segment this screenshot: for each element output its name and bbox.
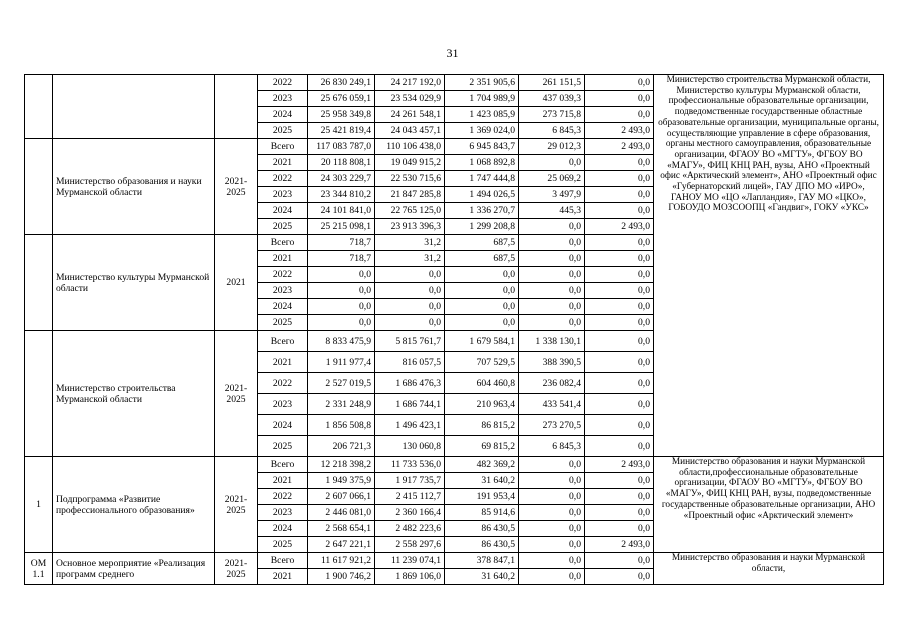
cell-c2: 1 068 892,8 (445, 155, 519, 171)
cell-c4: 0,0 (585, 267, 654, 283)
cell-total: 1 900 746,2 (308, 569, 375, 585)
cell-c2: 1 747 444,8 (445, 171, 519, 187)
cell-c4: 0,0 (585, 473, 654, 489)
cell-c3: 0,0 (519, 315, 585, 331)
row-period: 2021 (215, 235, 258, 331)
cell-c2: 210 963,4 (445, 394, 519, 415)
cell-year: 2023 (258, 505, 308, 521)
row-period: 2021-2025 (215, 139, 258, 235)
cell-c2: 1 679 584,1 (445, 331, 519, 352)
cell-year: Всего (258, 553, 308, 569)
row-name: Министерство образования и науки Мурманской области (53, 139, 215, 235)
cell-year: 2023 (258, 91, 308, 107)
cell-total: 25 215 098,1 (308, 219, 375, 235)
cell-c3: 433 541,4 (519, 394, 585, 415)
cell-year: 2022 (258, 267, 308, 283)
cell-c1: 816 057,5 (375, 352, 445, 373)
row-code (25, 235, 53, 331)
cell-c1: 11 733 536,0 (375, 457, 445, 473)
cell-total: 2 607 066,1 (308, 489, 375, 505)
table-row (25, 457, 884, 473)
cell-c4: 0,0 (585, 415, 654, 436)
cell-c3: 0,0 (519, 251, 585, 267)
cell-c4: 0,0 (585, 107, 654, 123)
row-name: Министерство строительства Мурманской области (53, 331, 215, 457)
row-period (215, 75, 258, 139)
cell-c1: 24 261 548,1 (375, 107, 445, 123)
cell-c2: 0,0 (445, 315, 519, 331)
row-code (25, 139, 53, 235)
cell-c1: 0,0 (375, 283, 445, 299)
cell-c3: 6 845,3 (519, 123, 585, 139)
cell-c4: 0,0 (585, 187, 654, 203)
cell-year: 2022 (258, 171, 308, 187)
cell-total: 0,0 (308, 267, 375, 283)
cell-total: 12 218 398,2 (308, 457, 375, 473)
responsible-executors: Министерство образования и науки Мурманской области,профессиональные образовательные организации, ФГАОУ ВО «МГТУ», ФГБОУ ВО «МАГУ», ФИЦ КНЦ РАН, вузы, подведомственные государственные образовательные организации, АНО «Проектный офис «Арктический элемент» (654, 457, 884, 553)
cell-c1: 0,0 (375, 267, 445, 283)
cell-c3: 3 497,9 (519, 187, 585, 203)
cell-c4: 0,0 (585, 553, 654, 569)
cell-year: 2024 (258, 107, 308, 123)
cell-c4: 0,0 (585, 569, 654, 585)
cell-year: 2021 (258, 352, 308, 373)
cell-c4: 0,0 (585, 155, 654, 171)
row-code: 1 (25, 457, 53, 553)
cell-c1: 11 239 074,1 (375, 553, 445, 569)
cell-c3: 0,0 (519, 569, 585, 585)
cell-c3: 445,3 (519, 203, 585, 219)
cell-c3: 0,0 (519, 521, 585, 537)
cell-c1: 110 106 438,0 (375, 139, 445, 155)
cell-c1: 130 060,8 (375, 436, 445, 457)
cell-c1: 22 530 715,6 (375, 171, 445, 187)
table-row (25, 553, 884, 569)
cell-c3: 0,0 (519, 537, 585, 553)
cell-c4: 0,0 (585, 505, 654, 521)
cell-c1: 0,0 (375, 315, 445, 331)
cell-c4: 0,0 (585, 171, 654, 187)
cell-c2: 378 847,1 (445, 553, 519, 569)
cell-total: 206 721,3 (308, 436, 375, 457)
cell-c3: 437 039,3 (519, 91, 585, 107)
row-code (25, 75, 53, 139)
cell-c1: 2 558 297,6 (375, 537, 445, 553)
cell-c3: 0,0 (519, 553, 585, 569)
cell-year: 2022 (258, 489, 308, 505)
cell-c4: 2 493,0 (585, 139, 654, 155)
cell-c4: 0,0 (585, 394, 654, 415)
cell-c2: 1 494 026,5 (445, 187, 519, 203)
cell-c1: 19 049 915,2 (375, 155, 445, 171)
cell-c3: 0,0 (519, 267, 585, 283)
cell-c3: 0,0 (519, 457, 585, 473)
cell-total: 2 446 081,0 (308, 505, 375, 521)
cell-c1: 23 913 396,3 (375, 219, 445, 235)
cell-c4: 2 493,0 (585, 123, 654, 139)
cell-c2: 31 640,2 (445, 569, 519, 585)
row-name: Подпрограмма «Развитие профессионального образования» (53, 457, 215, 553)
cell-c1: 1 869 106,0 (375, 569, 445, 585)
cell-c4: 0,0 (585, 489, 654, 505)
cell-year: 2025 (258, 315, 308, 331)
cell-c4: 0,0 (585, 373, 654, 394)
cell-year: 2022 (258, 373, 308, 394)
cell-total: 718,7 (308, 235, 375, 251)
cell-year: 2024 (258, 521, 308, 537)
cell-c4: 0,0 (585, 521, 654, 537)
cell-c1: 1 496 423,1 (375, 415, 445, 436)
cell-year: 2022 (258, 75, 308, 91)
cell-total: 11 617 921,2 (308, 553, 375, 569)
cell-total: 2 568 654,1 (308, 521, 375, 537)
cell-total: 20 118 808,1 (308, 155, 375, 171)
row-name: Основное мероприятие «Реализация программ среднего (53, 553, 215, 585)
cell-year: 2024 (258, 415, 308, 436)
cell-c4: 0,0 (585, 283, 654, 299)
cell-c2: 1 299 208,8 (445, 219, 519, 235)
cell-c1: 2 360 166,4 (375, 505, 445, 521)
cell-total: 24 101 841,0 (308, 203, 375, 219)
row-name (53, 75, 215, 139)
cell-total: 8 833 475,9 (308, 331, 375, 352)
cell-c4: 2 493,0 (585, 537, 654, 553)
row-code (25, 331, 53, 457)
cell-c1: 1 686 744,1 (375, 394, 445, 415)
cell-c3: 29 012,3 (519, 139, 585, 155)
cell-c4: 0,0 (585, 251, 654, 267)
cell-c2: 0,0 (445, 299, 519, 315)
cell-year: 2025 (258, 123, 308, 139)
cell-c4: 0,0 (585, 91, 654, 107)
budget-table (24, 74, 884, 585)
cell-c2: 707 529,5 (445, 352, 519, 373)
cell-total: 0,0 (308, 299, 375, 315)
responsible-executors: Министерство строительства Мурманской области, Министерство культуры Мурманской области, профессиональные образовательные организации, подведомственные государственные областные образовательные организации, муниципальные органы, осуществляющие управление в сфере образования, органы местного самоуправления, образовательные организации, ФГАОУ ВО «МГТУ», ФГБОУ ВО «МАГУ», ФИЦ КНЦ РАН, вузы, АНО «Проектный офис «Арктический элемент», АНО «Проектный офис «Губернаторский лицей», ГАУ ДПО МО «ИРО», ГАНОУ МО «ЦО «Лапландия», ГАУ МО «ЦКО», ГОБОУДО МОЗСООПЦ «Гандвиг», ГОКУ «УКС» (654, 75, 884, 457)
cell-c2: 191 953,4 (445, 489, 519, 505)
cell-c1: 1 686 476,3 (375, 373, 445, 394)
cell-c2: 687,5 (445, 235, 519, 251)
cell-c3: 0,0 (519, 283, 585, 299)
cell-year: 2021 (258, 473, 308, 489)
cell-year: 2024 (258, 299, 308, 315)
cell-c1: 24 217 192,0 (375, 75, 445, 91)
cell-c2: 2 351 905,6 (445, 75, 519, 91)
cell-c2: 86 430,5 (445, 521, 519, 537)
cell-c4: 0,0 (585, 315, 654, 331)
cell-total: 0,0 (308, 315, 375, 331)
cell-c2: 1 704 989,9 (445, 91, 519, 107)
cell-year: 2025 (258, 537, 308, 553)
cell-c1: 5 815 761,7 (375, 331, 445, 352)
cell-c1: 2 415 112,7 (375, 489, 445, 505)
row-period: 2021-2025 (215, 553, 258, 585)
cell-total: 718,7 (308, 251, 375, 267)
cell-c4: 0,0 (585, 352, 654, 373)
cell-c4: 0,0 (585, 203, 654, 219)
cell-c3: 261 151,5 (519, 75, 585, 91)
cell-c2: 1 423 085,9 (445, 107, 519, 123)
cell-c2: 85 914,6 (445, 505, 519, 521)
cell-c3: 388 390,5 (519, 352, 585, 373)
cell-c4: 0,0 (585, 235, 654, 251)
cell-c2: 482 369,2 (445, 457, 519, 473)
cell-year: 2024 (258, 203, 308, 219)
cell-c3: 0,0 (519, 505, 585, 521)
row-code: ОМ 1.1 (25, 553, 53, 585)
cell-c1: 2 482 223,6 (375, 521, 445, 537)
cell-c2: 69 815,2 (445, 436, 519, 457)
cell-total: 26 830 249,1 (308, 75, 375, 91)
cell-total: 23 344 810,2 (308, 187, 375, 203)
cell-c3: 6 845,3 (519, 436, 585, 457)
cell-c1: 21 847 285,8 (375, 187, 445, 203)
row-name: Министерство культуры Мурманской области (53, 235, 215, 331)
cell-c3: 0,0 (519, 235, 585, 251)
cell-year: Всего (258, 331, 308, 352)
cell-c2: 6 945 843,7 (445, 139, 519, 155)
cell-c2: 1 336 270,7 (445, 203, 519, 219)
cell-year: 2025 (258, 436, 308, 457)
cell-year: 2023 (258, 394, 308, 415)
cell-year: Всего (258, 139, 308, 155)
cell-c3: 0,0 (519, 473, 585, 489)
cell-c2: 687,5 (445, 251, 519, 267)
cell-c1: 22 765 125,0 (375, 203, 445, 219)
cell-c2: 604 460,8 (445, 373, 519, 394)
cell-year: Всего (258, 235, 308, 251)
cell-c1: 23 534 029,9 (375, 91, 445, 107)
cell-c1: 31,2 (375, 235, 445, 251)
page-number: 31 (446, 46, 459, 60)
cell-total: 2 527 019,5 (308, 373, 375, 394)
cell-c2: 31 640,2 (445, 473, 519, 489)
table-row (25, 75, 884, 91)
cell-c1: 31,2 (375, 251, 445, 267)
cell-c3: 0,0 (519, 489, 585, 505)
responsible-executors: Министерство образования и науки Мурманской области, (654, 553, 884, 585)
cell-total: 1 949 375,9 (308, 473, 375, 489)
cell-year: 2021 (258, 155, 308, 171)
cell-year: Всего (258, 457, 308, 473)
cell-year: 2025 (258, 219, 308, 235)
cell-c4: 0,0 (585, 331, 654, 352)
cell-c3: 273 715,8 (519, 107, 585, 123)
cell-c3: 0,0 (519, 219, 585, 235)
cell-c3: 25 069,2 (519, 171, 585, 187)
cell-c2: 86 430,5 (445, 537, 519, 553)
cell-c4: 2 493,0 (585, 457, 654, 473)
cell-c3: 0,0 (519, 299, 585, 315)
cell-c2: 1 369 024,0 (445, 123, 519, 139)
cell-total: 2 331 248,9 (308, 394, 375, 415)
cell-total: 25 421 819,4 (308, 123, 375, 139)
cell-total: 1 856 508,8 (308, 415, 375, 436)
cell-total: 24 303 229,7 (308, 171, 375, 187)
cell-c1: 1 917 735,7 (375, 473, 445, 489)
cell-c2: 0,0 (445, 283, 519, 299)
row-period: 2021-2025 (215, 331, 258, 457)
cell-c4: 0,0 (585, 436, 654, 457)
cell-c1: 24 043 457,1 (375, 123, 445, 139)
cell-year: 2021 (258, 569, 308, 585)
cell-c4: 2 493,0 (585, 219, 654, 235)
cell-total: 0,0 (308, 283, 375, 299)
cell-year: 2023 (258, 187, 308, 203)
cell-c1: 0,0 (375, 299, 445, 315)
cell-total: 117 083 787,0 (308, 139, 375, 155)
cell-c4: 0,0 (585, 75, 654, 91)
cell-total: 1 911 977,4 (308, 352, 375, 373)
cell-total: 25 958 349,8 (308, 107, 375, 123)
cell-c3: 1 338 130,1 (519, 331, 585, 352)
cell-total: 25 676 059,1 (308, 91, 375, 107)
cell-c2: 0,0 (445, 267, 519, 283)
cell-year: 2023 (258, 283, 308, 299)
cell-total: 2 647 221,1 (308, 537, 375, 553)
cell-c2: 86 815,2 (445, 415, 519, 436)
cell-c3: 0,0 (519, 155, 585, 171)
row-period: 2021-2025 (215, 457, 258, 553)
cell-year: 2021 (258, 251, 308, 267)
cell-c4: 0,0 (585, 299, 654, 315)
cell-c3: 236 082,4 (519, 373, 585, 394)
cell-c3: 273 270,5 (519, 415, 585, 436)
